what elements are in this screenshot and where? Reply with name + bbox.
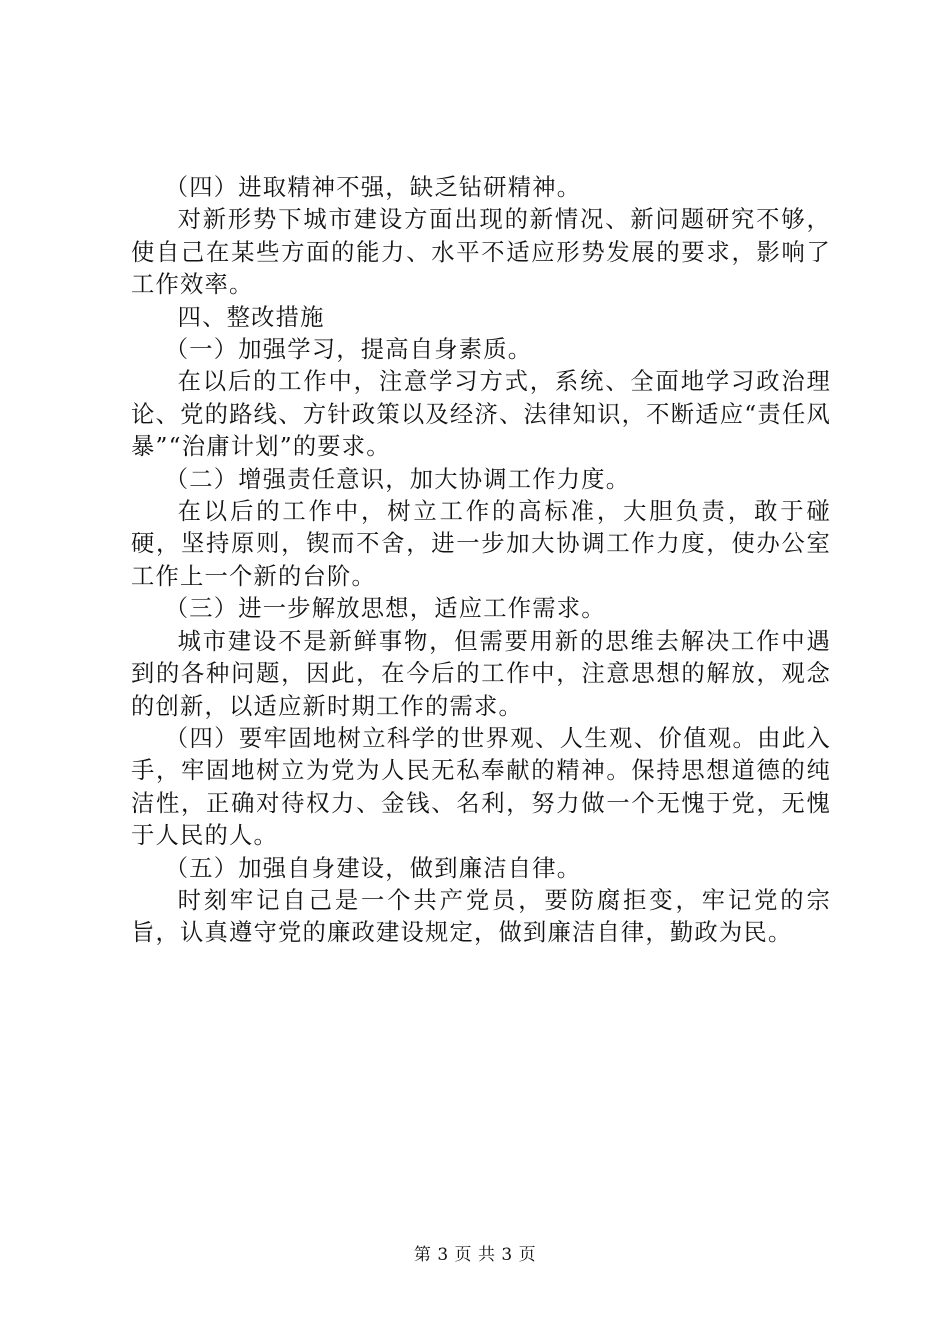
- paragraph-1: （四）进取精神不强，缺乏钻研精神。: [164, 174, 582, 201]
- paragraph-6: （二）增强责任意识，加大协调工作力度。: [164, 465, 631, 493]
- section-heading: 四、整改措施: [177, 303, 325, 331]
- paragraph-10: （四）要牢固地树立科学的世界观、人生观、价值观。由此入手，牢固地树立为党为人民无私奉献的精神。保持思想道德的纯洁性，正确对待权力、金钱、名利，努力做一个无愧于党，无愧于人民的人。: [131, 724, 831, 850]
- paragraph-12: 时刻牢记自己是一个共产党员，要防腐拒变，牢记党的宗旨，认真遵守党的廉政建设规定，做到廉洁自律，勤政为民。: [131, 886, 831, 947]
- paragraph-8: （三）进一步解放思想，适应工作需求。: [164, 595, 606, 623]
- paragraph-11: （五）加强自身建设，做到廉洁自律。: [164, 854, 582, 882]
- page-number-footer: 第 3 页 共 3 页: [413, 1245, 537, 1265]
- paragraph-7: 在以后的工作中，树立工作的高标准，大胆负责，敢于碰硬，坚持原则，锲而不舍，进一步加大协调工作力度，使办公室工作上一个新的台阶。: [131, 498, 831, 590]
- paragraph-4: （一）加强学习，提高自身素质。: [164, 336, 533, 364]
- document-body: [131, 172, 831, 950]
- paragraph-9: 城市建设不是新鲜事物，但需要用新的思维去解决工作中遇到的各种问题，因此，在今后的工作中，注意思想的解放，观念的创新，以适应新时期工作的需求。: [131, 627, 831, 720]
- paragraph-2: 对新形势下城市建设方面出现的新情况、新问题研究不够，使自己在某些方面的能力、水平不适应形势发展的要求，影响了工作效率。: [131, 206, 831, 299]
- paragraph-5: 在以后的工作中，注意学习方式，系统、全面地学习政治理论、党的路线、方针政策以及经济、法律知识，不断适应“责任风暴”“治庸计划”的要求。: [131, 368, 831, 461]
